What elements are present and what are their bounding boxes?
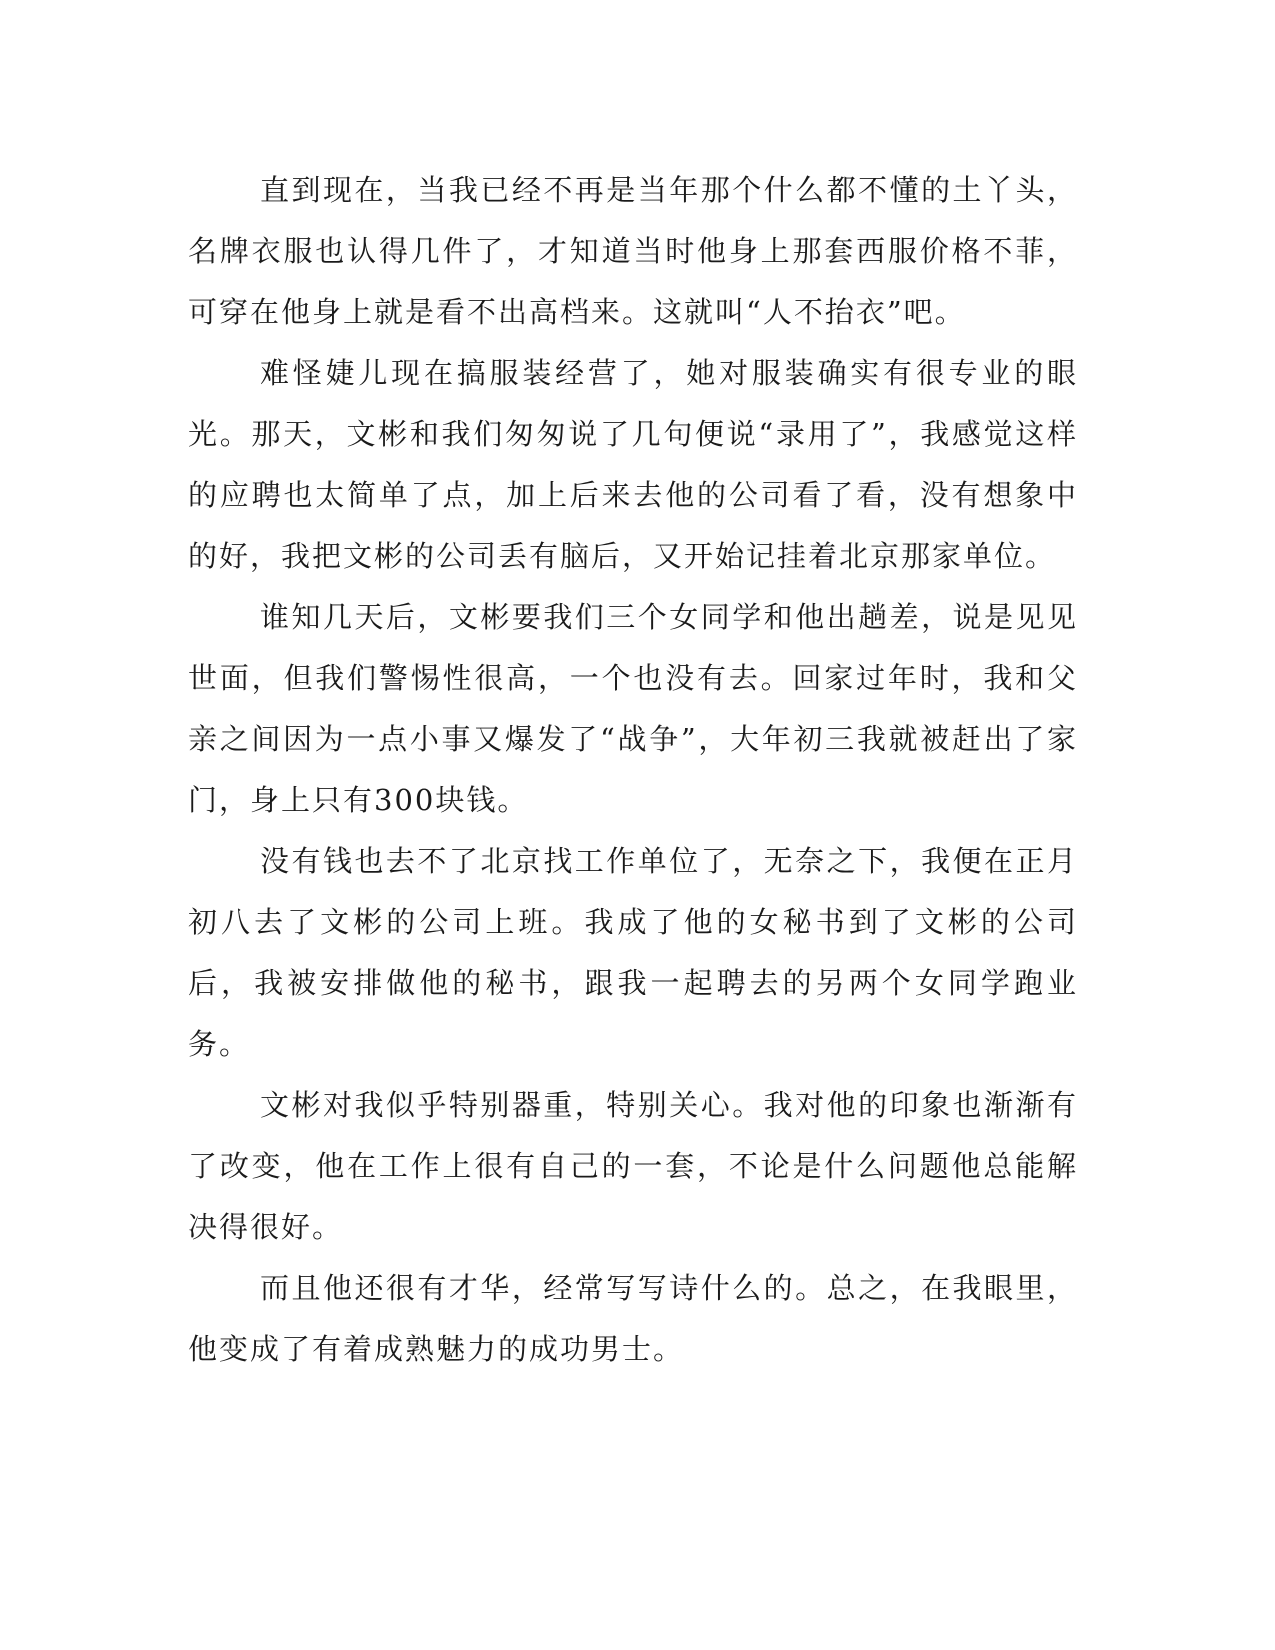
paragraph: 难怪婕儿现在搞服装经营了，她对服装确实有很专业的眼光。那天，文彬和我们匆匆说了几句便说“录用了”，我感觉这样的应聘也太简单了点，加上后来去他的公司看了看，没有想象中的好，我把文彬的公司丢有脑后，又开始记挂着北京那家单位。 bbox=[188, 356, 1078, 573]
paragraph: 直到现在，当我已经不再是当年那个什么都不懂的土丫头，名牌衣服也认得几件了，才知道当时他身上那套西服价格不菲，可穿在他身上就是看不出高档来。这就叫“人不抬衣”吧。 bbox=[188, 173, 1078, 329]
paragraph: 而且他还很有才华，经常写写诗什么的。总之，在我眼里，他变成了有着成熟魅力的成功男士。 bbox=[188, 1271, 1078, 1366]
paragraph: 谁知几天后，文彬要我们三个女同学和他出趟差，说是见见世面，但我们警惕性很高，一个也没有去。回家过年时，我和父亲之间因为一点小事又爆发了“战争”，大年初三我就被赶出了家门，身上只有300块钱。 bbox=[188, 600, 1078, 817]
document-body bbox=[188, 160, 1078, 1380]
paragraph: 没有钱也去不了北京找工作单位了，无奈之下，我便在正月初八去了文彬的公司上班。我成了他的女秘书到了文彬的公司后，我被安排做他的秘书，跟我一起聘去的另两个女同学跑业务。 bbox=[188, 844, 1078, 1061]
paragraph: 文彬对我似乎特别器重，特别关心。我对他的印象也渐渐有了改变，他在工作上很有自己的一套，不论是什么问题他总能解决得很好。 bbox=[188, 1088, 1078, 1244]
